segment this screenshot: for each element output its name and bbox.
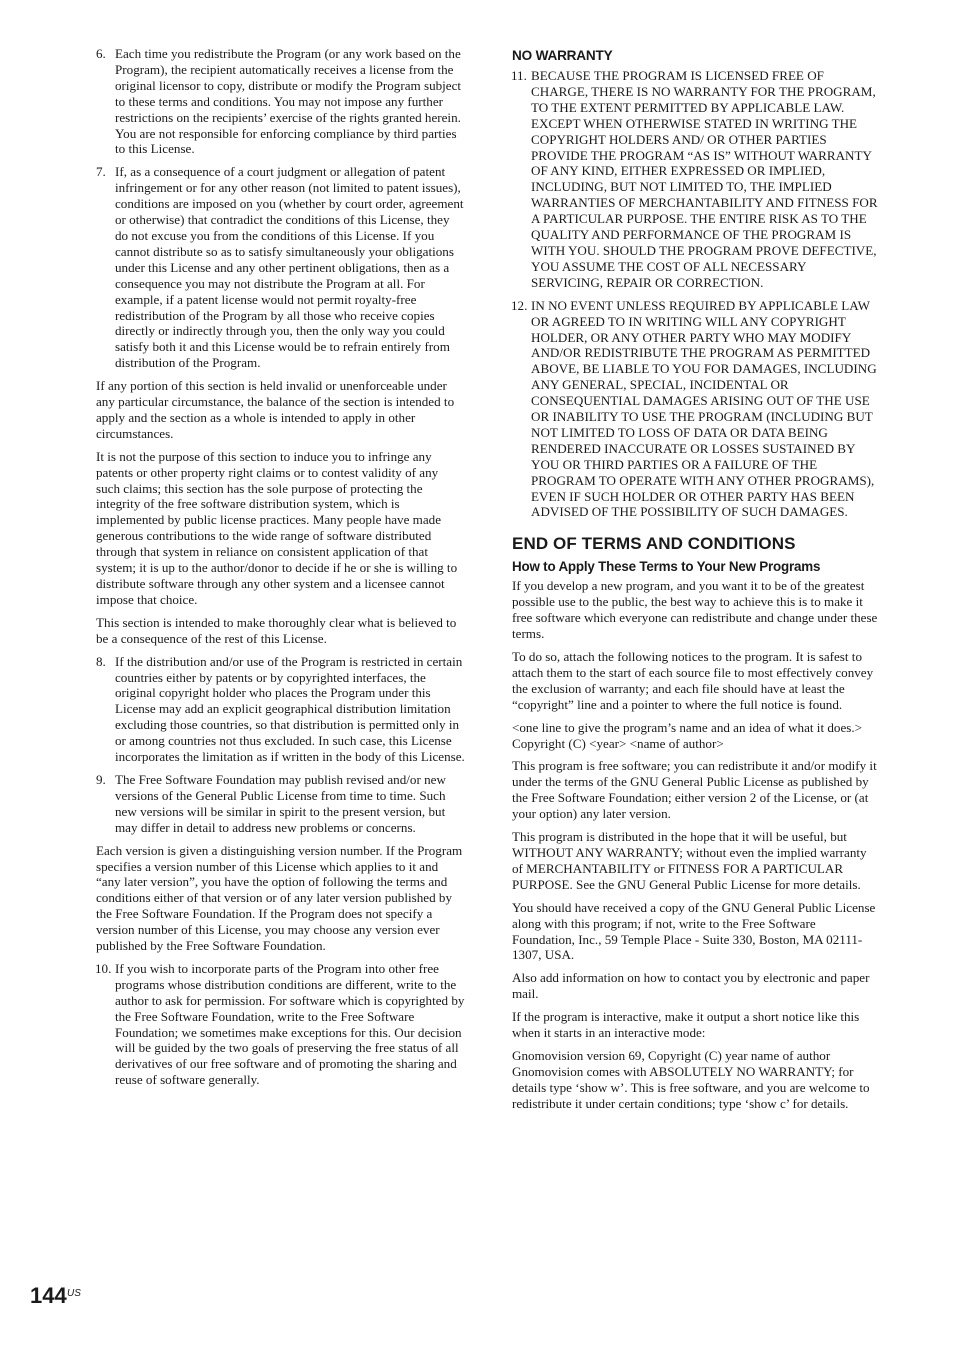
license-item-6	[96, 46, 465, 157]
right-column	[512, 46, 880, 1119]
how-to-apply-heading: How to Apply These Terms to Your New Programs	[512, 559, 821, 575]
paragraph-interactive: If the program is interactive, make it output a short notice like this when it starts in an interactive mode:	[512, 1009, 860, 1041]
gnomovision-line-version: Gnomovision version 69, Copyright (C) year name of author	[512, 1047, 831, 1063]
license-item-8	[96, 654, 465, 765]
license-item-9	[96, 772, 465, 836]
item-text: Each time you redistribute the Program (or any work based on the Program), the recipient automatically receives a license from the original licensor to copy, distribute or modify the Program subject to these terms and conditions. You may not impose any further restrictions on the recipients’ exercise of the rights granted herein. You are not responsible for enforcing compliance by third parties to this License.	[115, 46, 462, 157]
item-text: BECAUSE THE PROGRAM IS LICENSED FREE OF CHARGE, THERE IS NO WARRANTY FOR THE PROGRAM, TO THE EXTENT PERMITTED BY APPLICABLE LAW. EXCEPT WHEN OTHERWISE STATED IN WRITING THE COPYRIGHT HOLDERS AND/ OR OTHER PARTIES PROVIDE THE PROGRAM “AS IS” WITHOUT WARRANTY OF ANY KIND, EITHER EXPRESSED OR IMPLIED, INCLUDING, BUT NOT LIMITED TO, THE IMPLIED WARRANTIES OF MERCHANTABILITY AND FITNESS FOR A PARTICULAR PURPOSE. THE ENTIRE RISK AS TO THE QUALITY AND PERFORMANCE OF THE PROGRAM IS WITH YOU. SHOULD THE PROGRAM PROVE DEFECTIVE, YOU ASSUME THE COST OF ALL NECESSARY SERVICING, REPAIR OR CORRECTION.	[531, 68, 878, 290]
page-number: 144	[30, 1283, 67, 1308]
gnomovision-line-details: Gnomovision comes with ABSOLUTELY NO WARRANTY; for details type ‘show w’. This is free software, and you are welcome to redistribute it under certain conditions; type ‘show c’ for details.	[512, 1063, 870, 1111]
item-number: 8.	[96, 653, 106, 669]
item-number: 7.	[96, 164, 106, 180]
no-warranty-heading: NO WARRANTY	[512, 48, 613, 63]
paragraph-invalid-portion: If any portion of this section is held invalid or unenforceable under any particular circumstance, the balance of the section is intended to apply and the section as a whole is intended to apply in other circumstances.	[96, 378, 455, 441]
paragraph-free-software: This program is free software; you can redistribute it and/or modify it under the terms of the GNU General Public License as published by the Free Software Foundation; either version 2 of the License, or (at your option) any later version.	[512, 758, 877, 822]
paragraph-version-number: Each version is given a distinguishing version number. If the Program specifies a version number of this License which applies to it and “any later version”, you have the option of following the terms and conditions either of that version or of any later version published by the Free Software Foundation. If the Program does not specify a version number of this License, you may choose any version ever published by the Free Software Foundation.	[96, 842, 463, 954]
item-number: 11.	[511, 68, 527, 83]
item-number: 10.	[95, 960, 112, 976]
item-text: The Free Software Foundation may publish revised and/or new versions of the General Public License from time to time. Such new versions will be similar in spirit to the present version, but may differ in detail to address new problems or concerns.	[115, 771, 446, 835]
license-item-12	[512, 298, 880, 521]
paragraph-received-copy: You should have received a copy of the GNU General Public License along with this program; if not, write to the Free Software Foundation, Inc., 59 Temple Place - Suite 330, Boston, MA 02111-1307, USA.	[512, 899, 876, 963]
item-text: If the distribution and/or use of the Program is restricted in certain countries either by patents or by copyrighted interfaces, the original copyright holder who places the Program under this License may add an explicit geographical distribution limitation excluding those countries, so that distribution is permitted only in or among countries not thus excluded. In such case, this License incorporates the limitation as if written in the body of this License.	[115, 653, 465, 765]
item-number: 9.	[96, 771, 106, 787]
paragraph-develop: If you develop a new program, and you want it to be of the greatest possible use to the public, the best way to achieve this is to make it free software which everyone can redistribute and change under these terms.	[512, 578, 878, 642]
item-number: 12.	[511, 297, 528, 313]
left-column	[96, 46, 465, 1095]
page-region-suffix: US	[67, 1288, 81, 1299]
gnomovision-notice	[512, 1048, 880, 1112]
license-item-7	[96, 164, 465, 371]
notice-template	[512, 720, 880, 752]
paragraph-contact: Also add information on how to contact you by electronic and paper mail.	[512, 970, 870, 1002]
paragraph-distributed: This program is distributed in the hope that it will be useful, but WITHOUT ANY WARRANTY; without even the implied warranty of MERCHANTABILITY or FITNESS FOR A PARTICULAR PURPOSE. See the GNU General Public License for more details.	[512, 829, 867, 892]
paragraph-purpose: It is not the purpose of this section to induce you to infringe any patents or other property right claims or to contest validity of any such claims; this section has the sole purpose of protecting the integrity of the free software distribution system, which is implemented by public license practices. Many people have made generous contributions to the wide range of software distributed through that system in reliance on consistent application of that system; it is up to the author/donor to decide if he or she is willing to distribute software through any other system and a licensee cannot impose that choice.	[96, 448, 458, 607]
item-number: 6.	[96, 46, 106, 61]
item-text: If you wish to incorporate parts of the Program into other free programs whose distribution conditions are different, write to the author to ask for permission. For software which is copyrighted by the Free Software Foundation, write to the Free Software Foundation; we sometimes make exceptions for this. Our decision will be guided by the two goals of preserving the free status of all derivatives of our free software and of promoting the sharing and reuse of software generally.	[115, 960, 465, 1088]
item-text: If, as a consequence of a court judgment or allegation of patent infringement or for any other reason (not limited to patent issues), conditions are imposed on you (whether by court order, agreement or otherwise) that contradict the conditions of this License, they do not excuse you from the conditions of this License. If you cannot distribute so as to satisfy simultaneously your obligations under this License and any other pertinent obligations, then as a consequence you may not distribute the Program at all. For example, if a patent license would not permit royalty-free redistribution of the Program by all those who receive copies directly or indirectly through you, then the only way you could satisfy both it and this License would be to refrain entirely from distribution of the Program.	[115, 164, 464, 371]
notice-line-program-name: <one line to give the program’s name and an idea of what it does.>	[512, 719, 863, 735]
end-of-terms-heading: END OF TERMS AND CONDITIONS	[512, 534, 796, 554]
license-item-10	[96, 961, 465, 1088]
license-item-11	[512, 68, 880, 291]
item-text: IN NO EVENT UNLESS REQUIRED BY APPLICABLE LAW OR AGREED TO IN WRITING WILL ANY COPYRIGHT HOLDER, OR ANY OTHER PARTY WHO MAY MODIFY AND/OR REDISTRIBUTE THE PROGRAM AS PERMITTED ABOVE, BE LIABLE TO YOU FOR DAMAGES, INCLUDING ANY GENERAL, SPECIAL, INCIDENTAL OR CONSEQUENTIAL DAMAGES ARISING OUT OF THE USE OR INABILITY TO USE THE PROGRAM (INCLUDING BUT NOT LIMITED TO LOSS OF DATA OR DATA BEING RENDERED INACCURATE OR LOSSES SUSTAINED BY YOU OR THIRD PARTIES OR A FAILURE OF THE PROGRAM TO OPERATE WITH ANY OTHER PROGRAMS), EVEN IF SUCH HOLDER OR OTHER PARTY HAS BEEN ADVISED OF THE POSSIBILITY OF SUCH DAMAGES.	[531, 297, 877, 520]
notice-line-copyright: Copyright (C) <year> <name of author>	[512, 735, 724, 751]
paragraph-attach: To do so, attach the following notices to the program. It is safest to attach them to the start of each source file to most effectively convey the exclusion of warranty; and each file should have at least the “copyright” line and a pointer to where the full notice is found.	[512, 649, 874, 712]
paragraph-consequence: This section is intended to make thoroughly clear what is believed to be a consequence of the rest of this License.	[96, 614, 457, 646]
